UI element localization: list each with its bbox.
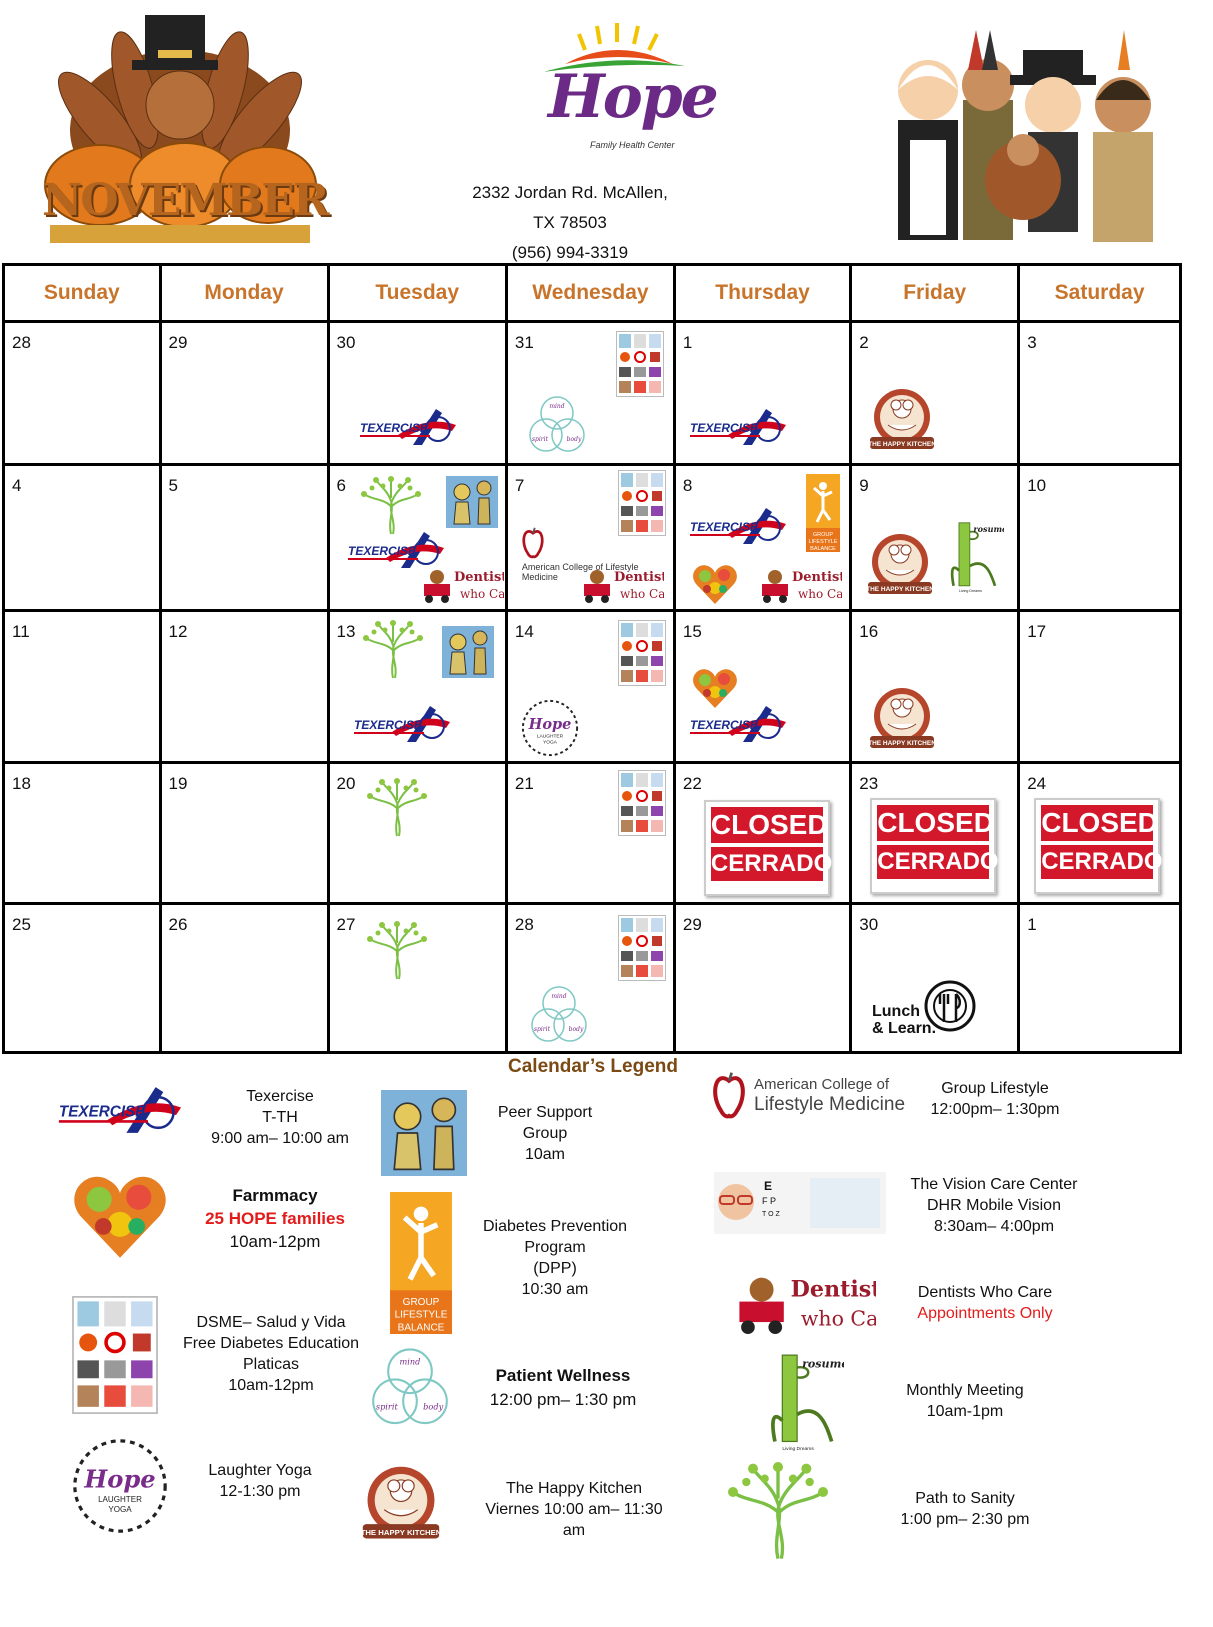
dsme-icon [618,770,666,836]
legend-dentists-who-care-icon [736,1270,876,1340]
day-number: 22 [682,774,702,793]
day-cell [674,322,850,465]
patient-wellness-icon [528,983,590,1049]
legend-patient-wellness-icon [362,1344,458,1434]
legend-dsme-desc: Free Diabetes Education [182,1335,360,1352]
day-number: 10 [1027,476,1047,495]
legend-path-to-sanity [890,1488,1040,1530]
day-cell [160,465,328,611]
cerrado-label: CERRADO [711,847,823,881]
day-number: 31 [514,333,534,352]
legend-laughter-time: 12-1:30 pm [219,1483,301,1500]
week-row [4,904,1181,1053]
svg-text:T O Z: T O Z [762,1211,780,1218]
dsme-icon [618,915,666,981]
weekday-header-row [4,265,1181,322]
day-number: 9 [859,476,869,495]
legend-happy-kitchen [474,1478,674,1541]
legend-laughter-yoga [190,1460,330,1502]
week-row [4,322,1181,465]
day-cell [328,465,506,611]
day-number: 29 [168,333,188,352]
legend-kitchen-time: Viernes 10:00 am– 11:30 [485,1501,663,1518]
legend-wellness-name: Patient Wellness [495,1366,631,1385]
legend-peer-name: Peer Support [497,1104,593,1121]
legend-dsme-platicas: Platicas [242,1356,300,1373]
day-cell [674,763,850,904]
day-number: 1 [1027,915,1037,934]
legend-group-lifestyle-name: Group Lifestyle [941,1080,1049,1097]
legend-farmmacy-icon [72,1170,168,1262]
dentists-who-care-icon [422,566,504,606]
day-number: 27 [336,915,356,934]
legend-title: Calendar’s Legend [508,1056,678,1077]
day-cell [4,322,161,465]
legend-texercise-time: 9:00 am– 10:00 am [211,1130,349,1147]
weekday-thursday: Thursday [674,265,850,322]
legend-texercise-days: T-TH [262,1109,298,1126]
weekday-friday: Friday [851,265,1019,322]
day-cell [160,611,328,763]
weekday-saturday: Saturday [1019,265,1181,322]
legend-farmmacy-name: Farmmacy [232,1186,318,1205]
day-number: 30 [859,915,879,934]
legend-laughter-name: Laughter Yoga [208,1462,312,1479]
day-cell [160,322,328,465]
lunch-and-learn-icon [870,977,980,1039]
hope-logo-word: Hope [548,62,717,132]
day-cell [506,465,674,611]
legend-laughter-yoga-icon [70,1436,170,1536]
legend-monthly-meeting [890,1380,1040,1422]
day-number: 29 [682,915,702,934]
day-number: 7 [514,476,525,495]
address-block [460,178,680,268]
happy-kitchen-icon [864,530,936,602]
legend-texercise-icon [55,1082,185,1138]
legend-group-lifestyle-time: 12:00pm– 1:30pm [930,1101,1060,1118]
legend-kitchen-time-suffix: am [562,1522,586,1539]
day-cell [1019,465,1181,611]
legend-vision-time: 8:30am– 4:00pm [933,1218,1055,1235]
day-number: 23 [859,774,879,793]
legend-kitchen-name: The Happy Kitchen [505,1480,643,1497]
day-number: 14 [514,622,534,641]
day-cell [328,763,506,904]
day-number: 3 [1027,333,1037,352]
day-cell [506,322,674,465]
path-to-sanity-tree-icon [360,620,426,680]
legend-acl-logo-line1: American College of [754,1076,890,1093]
weekday-tuesday: Tuesday [328,265,506,322]
texercise-icon [688,405,788,449]
legend-group-lifestyle [910,1078,1080,1120]
apple-icon [522,526,544,562]
day-number: 20 [336,774,356,793]
acl-logo-label: American College of Lifestyle Medicine [521,562,639,582]
legend-texercise-name: Texercise [246,1088,314,1105]
path-to-sanity-tree-icon [364,921,430,981]
legend-vision-care [904,1174,1084,1237]
week-row [4,465,1181,611]
day-number: 18 [12,774,31,793]
weekday-sunday: Sunday [4,265,161,322]
hope-logo-subtitle: Family Health Center [590,140,675,150]
day-number: 26 [168,915,188,934]
closed-sign [870,798,999,894]
happy-kitchen-icon [866,385,938,457]
legend-dsme-name: DSME– Salud y Vida [196,1314,346,1331]
day-number: 30 [336,333,356,352]
legend-path-to-sanity-icon [716,1462,840,1562]
day-number: 16 [859,622,879,641]
day-number: 11 [12,622,30,641]
path-to-sanity-tree-icon [364,778,430,838]
day-cell [4,611,161,763]
day-number: 28 [514,915,534,934]
day-cell [851,763,1019,904]
day-cell [160,763,328,904]
day-cell [851,322,1019,465]
legend-acl-logo-line2: Lifestyle Medicine [754,1094,906,1115]
svg-text:F P: F P [762,1196,777,1206]
day-cell [851,465,1019,611]
week-row [4,763,1181,904]
day-cell [1019,763,1181,904]
day-cell [506,763,674,904]
day-cell [1019,611,1181,763]
legend-patient-wellness [478,1364,648,1412]
day-cell [4,465,161,611]
closed-sign [704,800,833,896]
dsme-icon [618,620,666,686]
legend-apple-icon [712,1070,746,1124]
peer-support-icon [442,626,494,678]
legend-wellness-time: 12:00 pm– 1:30 pm [489,1390,637,1409]
legend-dsme-time: 10am-12pm [228,1377,314,1394]
legend-prosumers-name: Monthly Meeting [906,1382,1024,1399]
day-number: 2 [859,333,869,352]
week-row [4,611,1181,763]
legend-dentists-who-care [900,1282,1070,1324]
day-cell [328,611,506,763]
day-number: 8 [682,476,693,495]
legend-peer-support-icon [380,1090,468,1176]
laughter-yoga-icon [520,698,580,758]
day-cell [674,465,850,611]
day-number: 12 [168,622,188,641]
peer-support-icon [446,476,498,528]
texercise-icon [688,504,788,548]
day-number: 15 [682,622,702,641]
legend-farmmacy-note: 25 HOPE families [205,1209,345,1228]
day-cell [328,904,506,1053]
dentists-who-care-icon [582,566,664,606]
path-to-sanity-tree-icon [358,476,424,536]
legend-peer-time: 10am [524,1146,566,1163]
closed-label: CLOSED [877,805,989,841]
legend-texercise [200,1086,360,1149]
closed-label: CLOSED [711,807,823,843]
day-cell [674,904,850,1053]
legend-prosumers-time: 10am-1pm [926,1403,1004,1420]
patient-wellness-icon [526,393,588,459]
legend-dsme-icon [72,1296,158,1414]
legend-vision-name: The Vision Care Center [910,1176,1078,1193]
november-title-art: NOVEMBER [42,175,328,226]
weekday-monday: Monday [160,265,328,322]
closed-label: CLOSED [1041,805,1153,841]
legend-dpp-name: Diabetes Prevention [482,1218,628,1235]
day-number: 19 [168,774,188,793]
legend-dentists-name: Dentists Who Care [917,1284,1053,1301]
day-cell [4,904,161,1053]
day-number: 17 [1027,622,1047,641]
day-cell [1019,322,1181,465]
day-cell [851,904,1019,1053]
pilgrims-illustration [868,10,1188,255]
legend-dpp-program: Program [524,1239,586,1256]
day-cell [506,611,674,763]
address-phone: (956) 994-3319 [511,243,629,262]
legend-sanity-name: Path to Sanity [915,1490,1015,1507]
day-cell [4,763,161,904]
address-street: 2332 Jordan Rd. McAllen, TX 78503 [472,183,668,232]
svg-text:E: E [764,1179,773,1193]
legend-happy-kitchen-icon [352,1462,450,1548]
legend-farmmacy-time: 10am-12pm [229,1232,321,1251]
day-number: 6 [336,476,346,495]
legend-farmmacy [190,1184,360,1253]
day-number: 25 [12,915,31,934]
dsme-icon [616,331,664,397]
group-lifestyle-balance-icon [806,474,840,552]
legend-dpp-icon [390,1192,452,1334]
cerrado-label: CERRADO [877,845,989,879]
legend-dpp [470,1216,640,1300]
prosumers-icon [950,520,1004,594]
day-number: 21 [514,774,534,793]
closed-sign [1034,798,1163,894]
legend-dentists-note: Appointments Only [917,1305,1053,1322]
legend-dpp-time: 10:30 am [521,1281,589,1298]
day-cell [160,904,328,1053]
texercise-icon [352,702,452,746]
day-number: 1 [682,333,693,352]
cerrado-label: CERRADO [1041,845,1153,879]
day-cell [506,904,674,1053]
legend-dsme [180,1312,362,1396]
texercise-icon [688,702,788,746]
legend-peer-support [480,1102,610,1165]
legend-prosumers-icon [770,1352,844,1452]
legend-sanity-time: 1:00 pm– 2:30 pm [900,1511,1030,1528]
day-number: 24 [1027,774,1047,793]
day-number: 5 [168,476,178,495]
day-cell [851,611,1019,763]
weekday-wednesday: Wednesday [506,265,674,322]
day-cell [328,322,506,465]
calendar-grid [2,263,1182,1054]
day-number: 4 [12,476,22,495]
day-number: 13 [336,622,356,641]
legend-vision-mobile: DHR Mobile Vision [927,1197,1061,1214]
legend-vision-care-banner [714,1172,886,1234]
day-number: 28 [12,333,31,352]
day-cell [674,611,850,763]
legend-peer-group: Group [522,1125,568,1142]
texercise-icon [358,405,458,449]
dentists-who-care-icon [760,566,842,606]
legend-dpp-abbr: (DPP) [533,1260,577,1277]
day-cell [1019,904,1181,1053]
happy-kitchen-icon [866,684,938,756]
legend-acl-logo [712,1068,912,1124]
farmmacy-heart-icon [692,562,738,606]
